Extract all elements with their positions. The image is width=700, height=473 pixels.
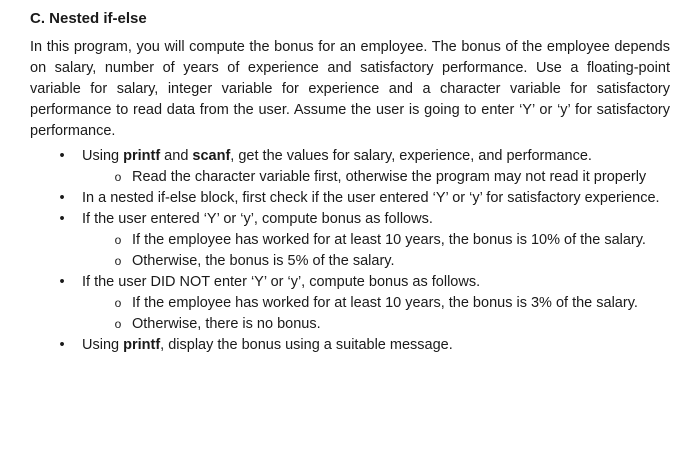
sub-list-item	[82, 293, 670, 314]
item-text-suffix: , get the values for salary, experience, and performance.	[230, 148, 592, 164]
sub-item-text: If the employee has worked for at least 10 years, the bonus is 10% of the salary.	[132, 232, 646, 248]
sub-bullet-icon: o	[114, 233, 122, 247]
instruction-list	[30, 146, 670, 356]
bullet-icon: •	[59, 337, 65, 353]
sub-bullet-icon: o	[114, 296, 122, 310]
sub-item-text: If the employee has worked for at least 10 years, the bonus is 3% of the salary.	[132, 295, 638, 311]
list-item	[30, 272, 670, 335]
sub-bullet-icon: o	[114, 170, 122, 184]
intro-paragraph: In this program, you will compute the bonus for an employee. The bonus of the employee depends on salary, number of years of experience and satisfactory performance. Use a floating-point variable for salary, integer variable for experience and a character variable for satisfactory performance to read data from the user. Assume the user is going to enter ‘Y’ or ‘y’ for satisfactory performance.	[30, 39, 670, 139]
list-item	[30, 335, 670, 356]
sub-list-item	[82, 314, 670, 335]
sub-item-text: Otherwise, the bonus is 5% of the salary.	[132, 253, 395, 269]
sub-list-item	[82, 167, 670, 188]
sub-item-text: Otherwise, there is no bonus.	[132, 316, 321, 332]
item-keyword: printf	[123, 148, 161, 164]
sub-bullet-icon: o	[114, 317, 122, 331]
item-text: If the user entered ‘Y’ or ‘y’, compute bonus as follows.	[82, 211, 433, 227]
item-keyword: printf	[123, 337, 161, 353]
item-text: In a nested if-else block, first check if the user entered ‘Y’ or ‘y’ for satisfactory experience.	[82, 190, 660, 206]
bullet-icon: •	[59, 211, 65, 227]
list-item	[30, 188, 670, 209]
bullet-icon: •	[59, 274, 65, 290]
item-text-middle: and	[160, 148, 193, 164]
sub-list	[82, 167, 670, 188]
sub-list	[82, 230, 670, 272]
sub-list-item	[82, 251, 670, 272]
section-heading: C. Nested if-else	[30, 10, 147, 27]
item-text: If the user DID NOT enter ‘Y’ or ‘y’, compute bonus as follows.	[82, 274, 481, 290]
sub-bullet-icon: o	[114, 254, 122, 268]
sub-list-item	[82, 230, 670, 251]
item-text-prefix: Using	[82, 148, 124, 164]
bullet-icon: •	[59, 190, 65, 206]
list-item	[30, 209, 670, 272]
bullet-icon: •	[59, 148, 65, 164]
sub-item-text: Read the character variable first, otherwise the program may not read it properly	[132, 169, 647, 185]
sub-list	[82, 293, 670, 335]
list-item	[30, 146, 670, 188]
item-text-suffix: , display the bonus using a suitable message.	[160, 337, 453, 353]
item-text-prefix: Using	[82, 337, 124, 353]
item-keyword: scanf	[192, 148, 231, 164]
